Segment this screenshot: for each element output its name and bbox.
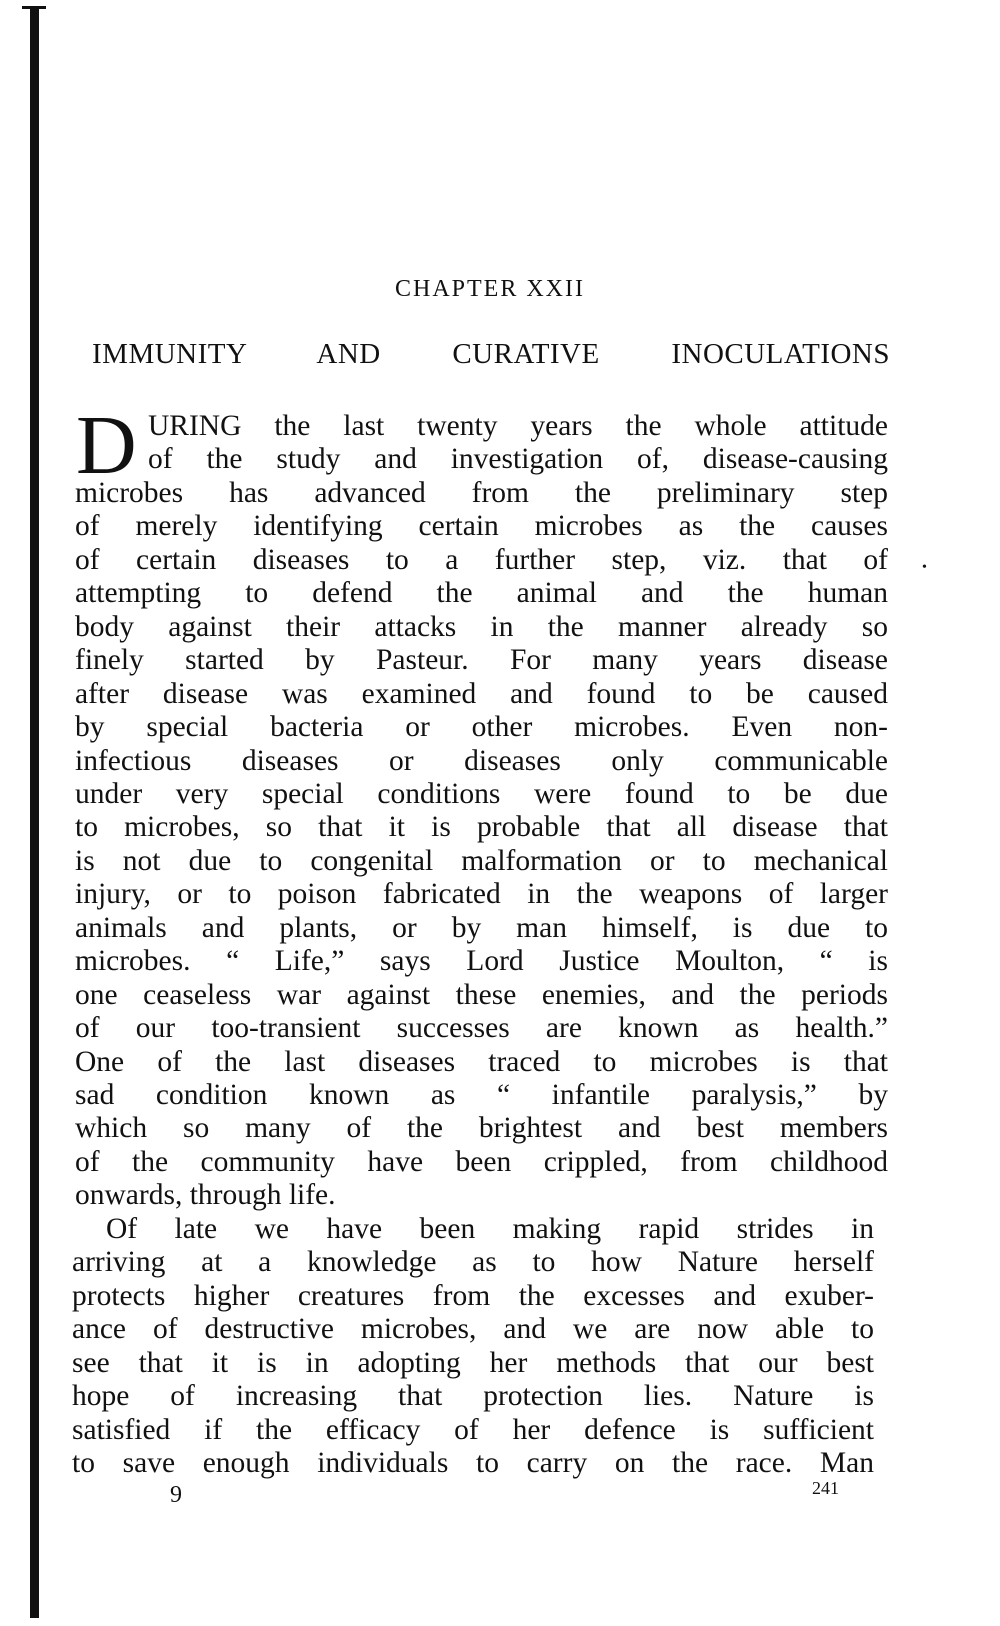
- text-line: hope of increasing that protection lies. Nature is: [72, 1380, 874, 1413]
- text-line: one ceaseless war against these enemies, and the periods: [75, 978, 888, 1011]
- text-line: after disease was examined and found to be caused: [75, 677, 888, 710]
- text-line: body against their attacks in the manner already so: [75, 610, 888, 643]
- text-line: onwards, through life.: [75, 1179, 336, 1212]
- chapter-title: IMMUNITY AND CURATIVE INOCULATIONS: [92, 338, 890, 370]
- text-line: finely started by Pasteur. For many years disease: [75, 644, 888, 677]
- text-line: infectious diseases or diseases only communicable: [75, 744, 888, 777]
- text-line: of certain diseases to a further step, viz. that of: [75, 543, 888, 576]
- text-line: ance of destructive microbes, and we are now able to: [72, 1313, 874, 1346]
- text-line: URING the last twenty years the whole attitude: [148, 410, 888, 442]
- text-line: satisfied if the efficacy of her defence is sufficient: [72, 1413, 874, 1446]
- text-line: attempting to defend the animal and the human: [75, 577, 888, 610]
- text-line: microbes. “ Life,” says Lord Justice Moulton, “ is: [75, 945, 888, 978]
- text-line: One of the last diseases traced to microbes is that: [75, 1045, 888, 1078]
- text-line: which so many of the brightest and best members: [75, 1112, 888, 1145]
- text-line: arriving at a knowledge as to how Nature herself: [72, 1246, 874, 1279]
- binding-edge: [30, 8, 39, 1618]
- signature-mark: 9: [170, 1482, 182, 1508]
- text-line: animals and plants, or by man himself, is due to: [75, 911, 888, 944]
- text-line: to microbes, so that it is probable that all disease that: [75, 811, 888, 844]
- margin-mark: •: [922, 560, 927, 575]
- text-line: of the study and investigation of, disease-causing: [148, 443, 888, 476]
- drop-cap: D: [76, 399, 137, 492]
- chapter-number: CHAPTER XXII: [395, 276, 585, 302]
- text-line: by special bacteria or other microbes. Even non-: [75, 711, 888, 744]
- text-line: under very special conditions were found to be due: [75, 777, 888, 810]
- text-line: protects higher creatures from the excesses and exuber-: [72, 1279, 874, 1312]
- text-line: is not due to congenital malformation or to mechanical: [75, 844, 888, 877]
- text-line: sad condition known as “ infantile paralysis,” by: [75, 1079, 888, 1111]
- text-line: microbes has advanced from the preliminary step: [75, 476, 888, 509]
- text-line: Of late we have been making rapid strides in: [106, 1212, 874, 1245]
- text-line: of merely identifying certain microbes as the causes: [75, 510, 888, 543]
- text-line: injury, or to poison fabricated in the weapons of larger: [75, 878, 888, 911]
- text-line: to save enough individuals to carry on the race. Man: [72, 1446, 874, 1479]
- text-line: see that it is in adopting her methods that our best: [72, 1346, 874, 1379]
- text-line: of our too-transient successes are known as health.”: [75, 1012, 888, 1045]
- page-number: 241: [812, 1478, 839, 1498]
- text-line: of the community have been crippled, from childhood: [75, 1145, 888, 1178]
